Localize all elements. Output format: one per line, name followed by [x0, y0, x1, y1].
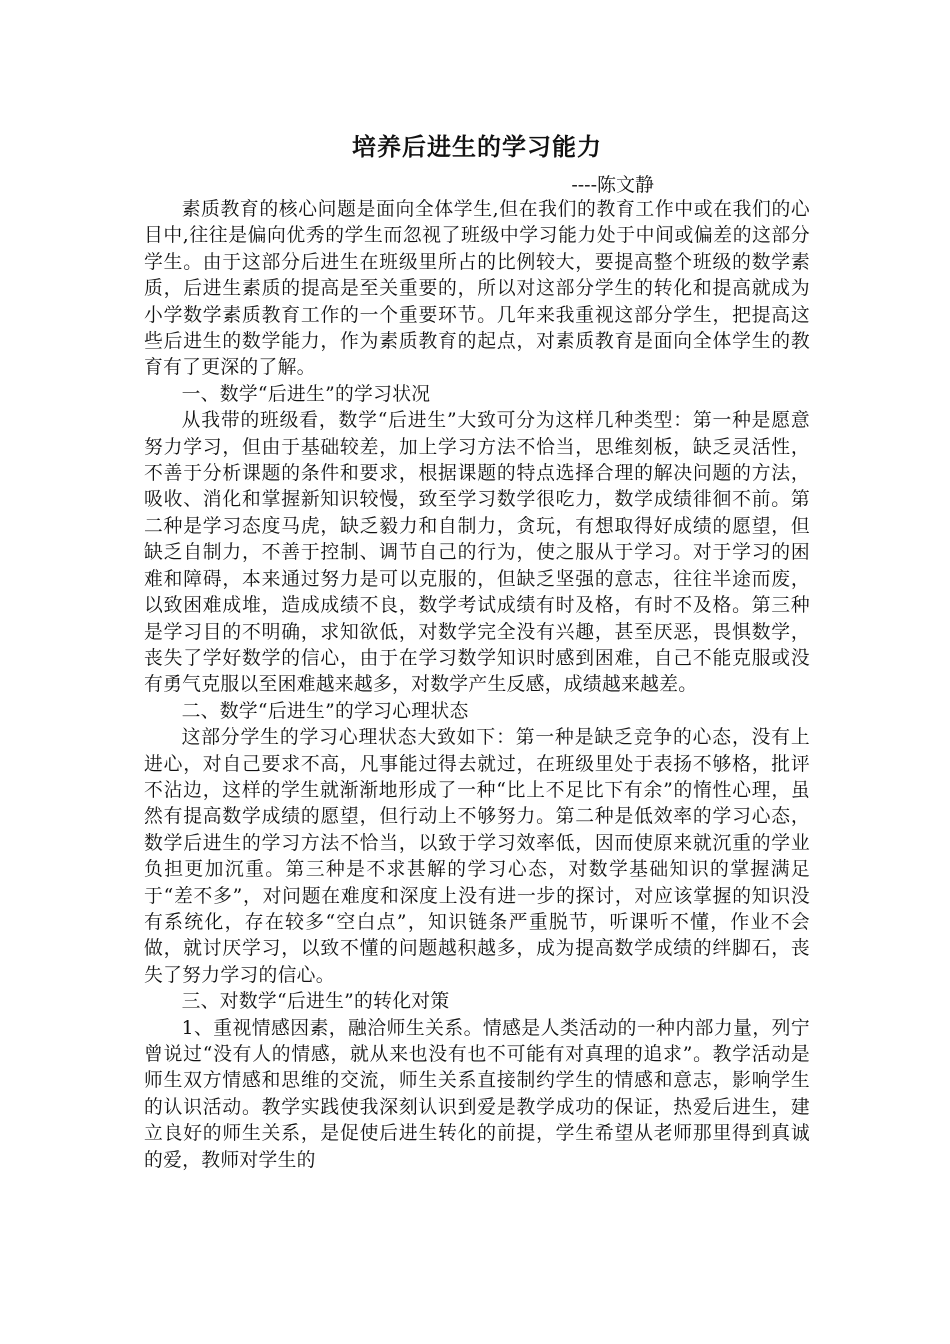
document-author: ----陈文静 — [571, 174, 654, 196]
paragraph-section-3: 1、重视情感因素，融洽师生关系。情感是人类活动的一种内部力量，列宁曾说过“没有人的情感，就从来也没有也不可能有对真理的追求”。教学活动是师生双方情感和思维的交流，师生关系直接制约学生的情感和意志，影响学生的认识活动。教学实践使我深刻认识到爱是教学成功的保证，热爱后进生，建立良好的师生关系，是促使后进生转化的前提，学生希望从老师那里得到真诚的爱，教师对学生的 — [144, 1017, 810, 1171]
document-title: 培养后进生的学习能力 — [352, 132, 602, 161]
paragraph-section-2: 这部分学生的学习心理状态大致如下：第一种是缺乏竞争的心态，没有上进心，对自己要求不高，凡事能过得去就过，在班级里处于表扬不够格，批评不沾边，这样的学生就渐渐地形成了一种“比上不足比下有余”的惰性心理，虽然有提高数学成绩的愿望，但行动上不够努力。第二种是低效率的学习心态，数学后进生的学习方法不恰当，以致于学习效率低，因而使原来就沉重的学业负担更加沉重。第三种是不求甚解的学习心态，对数学基础知识的掌握满足于“差不多”，对问题在难度和深度上没有进一步的探讨，对应该掌握的知识没有系统化，存在较多“空白点”，知识链条严重脱节，听课听不懂，作业不会做，就讨厌学习，以致不懂的问题越积越多，成为提高数学成绩的绊脚石，丧失了努力学习的信心。 — [144, 727, 810, 986]
paragraph-intro: 素质教育的核心问题是面向全体学生,但在我们的教育工作中或在我们的心目中,往往是偏向优秀的学生而忽视了班级中学习能力处于中间或偏差的这部分学生。由于这部分后进生在班级里所占的比例较大，要提高整个班级的数学素质，后进生素质的提高是至关重要的，所以对这部分学生的转化和提高就成为小学数学素质教育工作的一个重要环节。几年来我重视这部分学生，把提高这些后进生的数学能力，作为素质教育的起点，对素质教育是面向全体学生的教育有了更深的了解。 — [144, 199, 810, 379]
section-heading-2: 二、数学“后进生”的学习心理状态 — [181, 700, 469, 722]
section-heading-1: 一、数学“后进生”的学习状况 — [181, 383, 431, 405]
section-heading-3: 三、对数学“后进生”的转化对策 — [181, 991, 450, 1013]
paragraph-section-1: 从我带的班级看，数学“后进生”大致可分为这样几种类型：第一种是愿意努力学习，但由于基础较差，加上学习方法不恰当，思维刻板，缺乏灵活性，不善于分析课题的条件和要求，根据课题的特点选择合理的解决问题的方法，吸收、消化和掌握新知识较慢，致至学习数学很吃力，数学成绩徘徊不前。第二种是学习态度马虎，缺乏毅力和自制力，贪玩，有想取得好成绩的愿望，但缺乏自制力，不善于控制、调节自己的行为，使之服从于学习。对于学习的困难和障碍，本来通过努力是可以克服的，但缺乏坚强的意志，往往半途而废，以致困难成堆，造成成绩不良，数学考试成绩有时及格，有时不及格。第三种是学习目的不明确，求知欲低，对数学完全没有兴趣，甚至厌恶，畏惧数学，丧失了学好数学的信心，由于在学习数学知识时感到困难，自己不能克服或没有勇气克服以至困难越来越多，对数学产生反感，成绩越来越差。 — [144, 410, 810, 696]
document-page — [144, 128, 810, 1174]
